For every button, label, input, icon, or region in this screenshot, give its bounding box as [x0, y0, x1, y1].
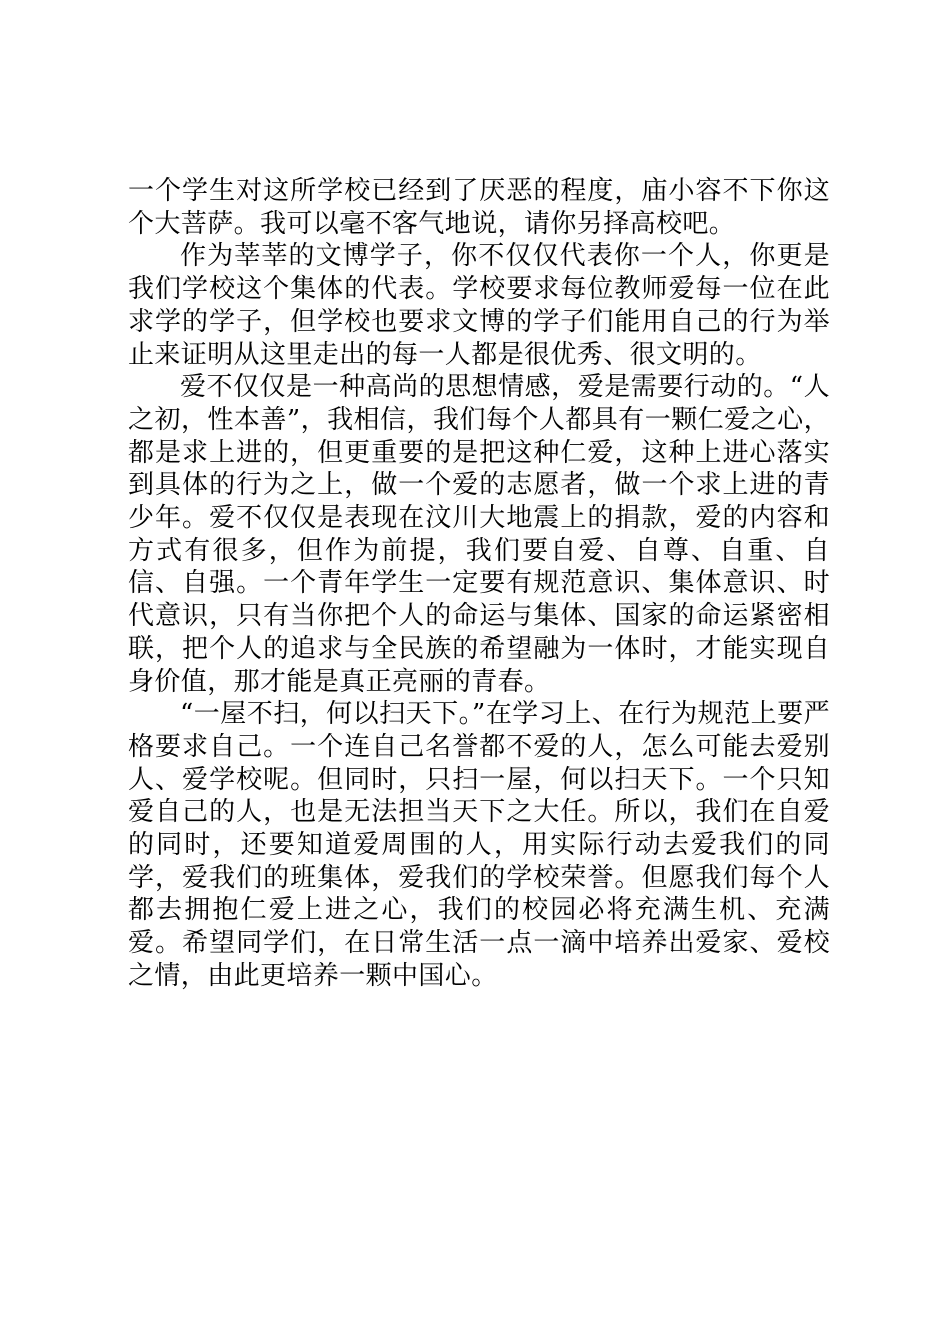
paragraph-4: “一屋不扫，何以扫天下。”在学习上、在行为规范上要严格要求自己。一个连自己名誉都不爱的人，怎么可能去爱别人、爱学校呢。但同时，只扫一屋，何以扫天下。一个只知爱自己的人，也是无法担当天下之大任。所以，我们在自爱的同时，还要知道爱周围的人，用实际行动去爱我们的同学，爱我们的班集体，爱我们的学校荣誉。但愿我们每个人都去拥抱仁爱上进之心，我们的校园必将充满生机、充满爱。希望同学们，在日常生活一点一滴中培养出爱家、爱校之情，由此更培养一颗中国心。: [128, 699, 830, 991]
paragraph-3: 爱不仅仅是一种高尚的思想情感，爱是需要行动的。“人之初，性本善”，我相信，我们每个人都具有一颗仁爱之心，都是求上进的，但更重要的是把这种仁爱，这种上进心落实到具体的行为之上，做一个爱的志愿者，做一个求上进的青少年。爱不仅仅是表现在汶川大地震上的捐款，爱的内容和方式有很多，但作为前提，我们要自爱、自尊、自重、自信、自强。一个青年学生一定要有规范意识、集体意识、时代意识，只有当你把个人的命运与集体、国家的命运紧密相联，把个人的追求与全民族的希望融为一体时，才能实现自身价值，那才能是真正亮丽的青春。: [128, 372, 830, 697]
paragraph-2: 作为莘莘的文博学子，你不仅仅代表你一个人，你更是我们学校这个集体的代表。学校要求每位教师爱每一位在此求学的学子，但学校也要求文博的学子们能用自己的行为举止来证明从这里走出的每一人都是很优秀、很文明的。: [128, 241, 830, 370]
document-body: [128, 175, 830, 993]
paragraph-1: 一个学生对这所学校已经到了厌恶的程度，庙小容不下你这个大菩萨。我可以毫不客气地说，请你另择高校吧。: [128, 176, 830, 239]
